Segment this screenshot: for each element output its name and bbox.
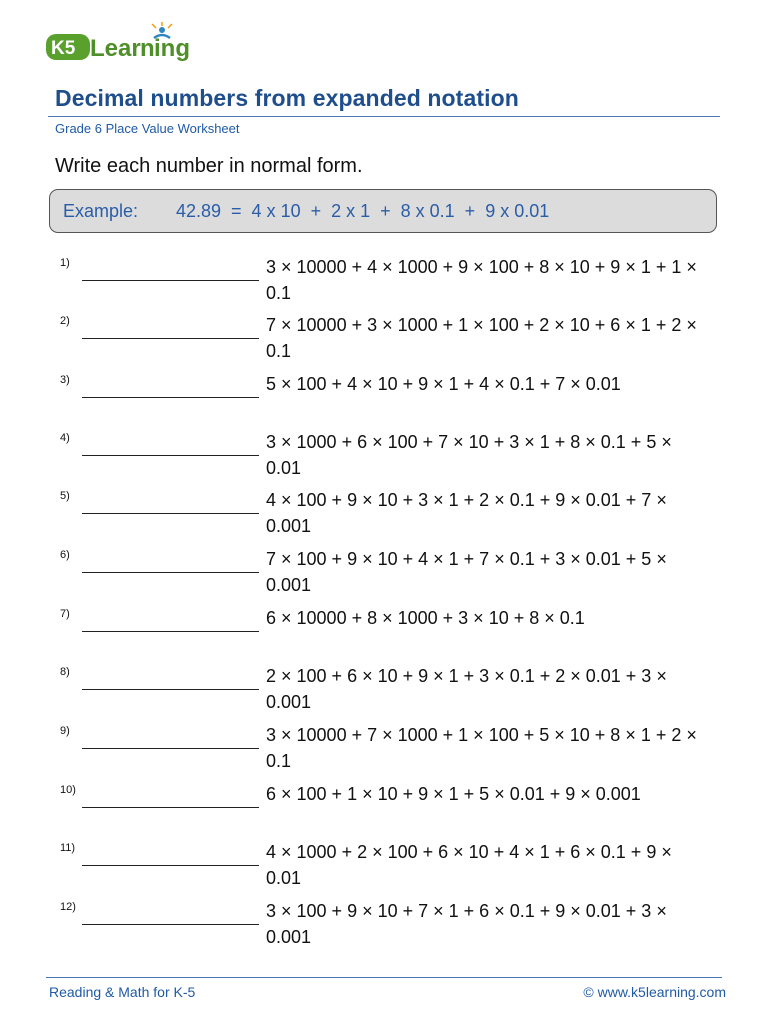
answer-line[interactable] <box>82 572 259 573</box>
footer-divider <box>46 977 722 978</box>
answer-line[interactable] <box>82 807 259 808</box>
svg-text:Lear: Lear <box>90 35 141 62</box>
k5-learning-logo <box>46 22 206 66</box>
instructions: Write each number in normal form. <box>55 155 363 177</box>
svg-text:ing: ing <box>154 35 190 62</box>
problem-expression: 6 × 10000 + 8 × 1000 + 3 × 10 + 8 × 0.1 <box>266 608 585 628</box>
answer-line[interactable] <box>82 631 259 632</box>
problem-7 <box>0 608 768 666</box>
example-expression: 42.89 = 4 x 10 + 2 x 1 + 8 x 0.1 + 9 x 0.01 <box>176 201 550 221</box>
footer-tagline: Reading & Math for K-5 <box>49 984 196 1000</box>
problem-6 <box>0 549 768 607</box>
problem-number: 8) <box>60 666 70 678</box>
title-divider <box>48 116 720 117</box>
problem-number: 3) <box>60 374 70 386</box>
problem-number: 11) <box>60 842 76 854</box>
problem-number: 4) <box>60 432 70 444</box>
problem-expression: 3 × 10000 + 7 × 1000 + 1 × 100 + 5 × 10 + 8 × 1 + 2 × 0.1 <box>266 725 697 771</box>
problem-number: 6) <box>60 549 70 561</box>
answer-line[interactable] <box>82 280 259 281</box>
problem-5 <box>0 490 768 548</box>
problem-expression: 4 × 100 + 9 × 10 + 3 × 1 + 2 × 0.1 + 9 × 0.01 + 7 × 0.001 <box>266 490 667 536</box>
answer-line[interactable] <box>82 689 259 690</box>
problem-number: 9) <box>60 725 70 737</box>
problem-expression: 3 × 1000 + 6 × 100 + 7 × 10 + 3 × 1 + 8 × 0.1 + 5 × 0.01 <box>266 432 672 478</box>
problem-expression: 5 × 100 + 4 × 10 + 9 × 1 + 4 × 0.1 + 7 × 0.01 <box>266 374 621 394</box>
problem-9 <box>0 725 768 783</box>
problem-expression: 4 × 1000 + 2 × 100 + 6 × 10 + 4 × 1 + 6 × 0.1 + 9 × 0.01 <box>266 842 672 888</box>
answer-line[interactable] <box>82 748 259 749</box>
svg-text:K5: K5 <box>51 38 76 59</box>
problem-11 <box>0 842 768 900</box>
problem-10 <box>0 784 768 842</box>
problem-2 <box>0 315 768 373</box>
problem-number: 7) <box>60 608 70 620</box>
problem-number: 12) <box>60 901 76 913</box>
problem-number: 5) <box>60 490 70 502</box>
problem-expression: 7 × 10000 + 3 × 1000 + 1 × 100 + 2 × 10 + 6 × 1 + 2 × 0.1 <box>266 315 697 361</box>
answer-line[interactable] <box>82 455 259 456</box>
problem-number: 1) <box>60 257 70 269</box>
answer-line[interactable] <box>82 338 259 339</box>
page-subtitle: Grade 6 Place Value Worksheet <box>55 121 240 136</box>
example-label: Example: <box>63 201 139 221</box>
problem-expression: 6 × 100 + 1 × 10 + 9 × 1 + 5 × 0.01 + 9 × 0.001 <box>266 784 641 804</box>
problem-expression: 7 × 100 + 9 × 10 + 4 × 1 + 7 × 0.1 + 3 × 0.01 + 5 × 0.001 <box>266 549 667 595</box>
problem-3 <box>0 374 768 432</box>
problem-1 <box>0 257 768 315</box>
svg-text:n: n <box>140 35 155 62</box>
problem-expression: 3 × 100 + 9 × 10 + 7 × 1 + 6 × 0.1 + 9 × 0.01 + 3 × 0.001 <box>266 901 667 947</box>
answer-line[interactable] <box>82 924 259 925</box>
example-box <box>49 189 717 233</box>
problem-12 <box>0 901 768 959</box>
problem-4 <box>0 432 768 490</box>
footer-copyright-link[interactable]: © www.k5learning.com <box>583 984 726 1000</box>
problem-number: 2) <box>60 315 70 327</box>
page-title: Decimal numbers from expanded notation <box>55 85 519 111</box>
problem-8 <box>0 666 768 724</box>
problem-expression: 2 × 100 + 6 × 10 + 9 × 1 + 3 × 0.1 + 2 × 0.01 + 3 × 0.001 <box>266 666 667 712</box>
answer-line[interactable] <box>82 397 259 398</box>
problem-number: 10) <box>60 784 76 796</box>
answer-line[interactable] <box>82 865 259 866</box>
problem-expression: 3 × 10000 + 4 × 1000 + 9 × 100 + 8 × 10 + 9 × 1 + 1 × 0.1 <box>266 257 697 303</box>
answer-line[interactable] <box>82 513 259 514</box>
